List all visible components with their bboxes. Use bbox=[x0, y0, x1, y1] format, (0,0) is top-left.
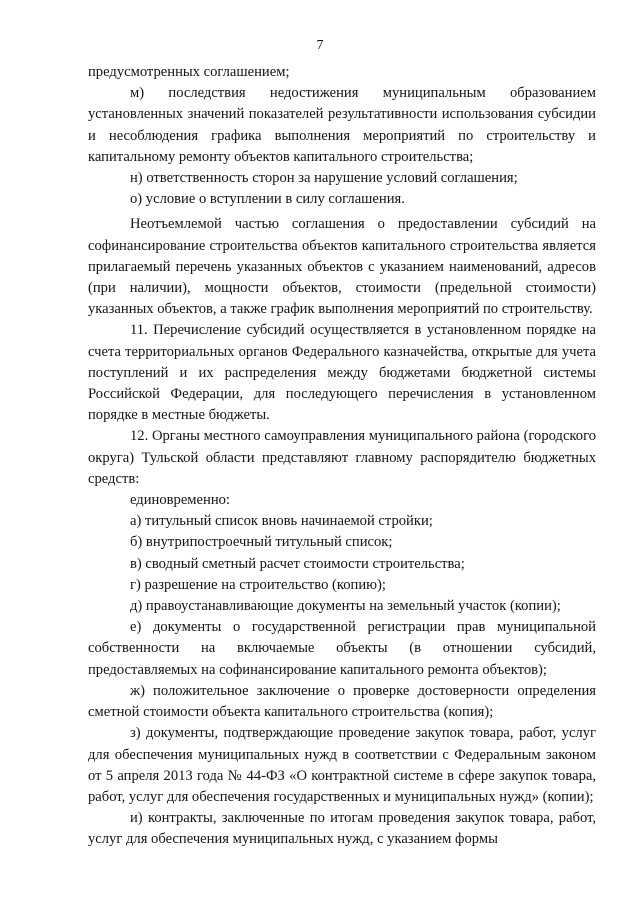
paragraph-annex: Неотъемлемой частью соглашения о предоставлении субсидий на софинансирование строительства объектов капитального строительства является прилагаемый перечень указанных объектов с указанием наименований, адресов (при наличии), мощности объектов, стоимости (предельной стоимости) указанных объектов, а также график выполнения мероприятий по строительству. bbox=[88, 216, 596, 318]
document-body bbox=[88, 62, 596, 851]
list-item-b: б) внутрипостроечный титульный список; bbox=[130, 534, 393, 551]
paragraph-item-m: м) последствия недостижения муниципальным образованием установленных значений показателей результативности использования субсидии и несоблюдения графика выполнения мероприятий по строительству и капитальному ремонту объектов капитального строительства; bbox=[88, 85, 596, 165]
list-item-i: и) контракты, заключенные по итогам проведения закупок товара, работ, услуг для обеспечения муниципальных нужд, с указанием формы bbox=[88, 810, 596, 848]
paragraph-item-o: о) условие о вступлении в силу соглашения. bbox=[130, 191, 405, 208]
list-item-g: г) разрешение на строительство (копию); bbox=[130, 576, 386, 593]
list-item-a: а) титульный список вновь начинаемой стройки; bbox=[130, 513, 433, 530]
paragraph-once: единовременно: bbox=[130, 492, 230, 509]
list-item-e: е) документы о государственной регистрации прав муниципальной собственности на включаемые объекты (в отношении субсидий, предоставляемых на софинансирование капитального ремонта объектов); bbox=[88, 619, 596, 678]
list-item-v: в) сводный сметный расчет стоимости строительства; bbox=[130, 555, 465, 572]
paragraph-12: 12. Органы местного самоуправления муниципального района (городского округа) Тульской области представляют главному распорядителю бюджетных средств: bbox=[88, 428, 596, 487]
list-item-d: д) правоустанавливающие документы на земельный участок (копии); bbox=[130, 598, 561, 615]
list-item-z: з) документы, подтверждающие проведение закупок товара, работ, услуг для обеспечения муниципальных нужд в соответствии с Федеральным законом от 5 апреля 2013 года № 44-ФЗ «О контрактной системе в сфере закупок товара, работ, услуг для обеспечения государственных и муниципальных нужд» (копии); bbox=[88, 725, 596, 805]
list-item-zh: ж) положительное заключение о проверке достоверности определения сметной стоимости объекта капитального строительства (копия); bbox=[88, 682, 596, 721]
paragraph-item-n: н) ответственность сторон за нарушение условий соглашения; bbox=[130, 170, 518, 187]
page-number: 7 bbox=[316, 38, 324, 53]
paragraph-intro: предусмотренных соглашением; bbox=[88, 64, 290, 80]
paragraph-11: 11. Перечисление субсидий осуществляется в установленном порядке на счета территориальных органов Федерального казначейства, открытые для учета поступлений и их распределения между бюджетами бюджетной системы Российской Федерации, для последующего перечисления в установленном порядке в местные бюджеты. bbox=[88, 322, 596, 424]
